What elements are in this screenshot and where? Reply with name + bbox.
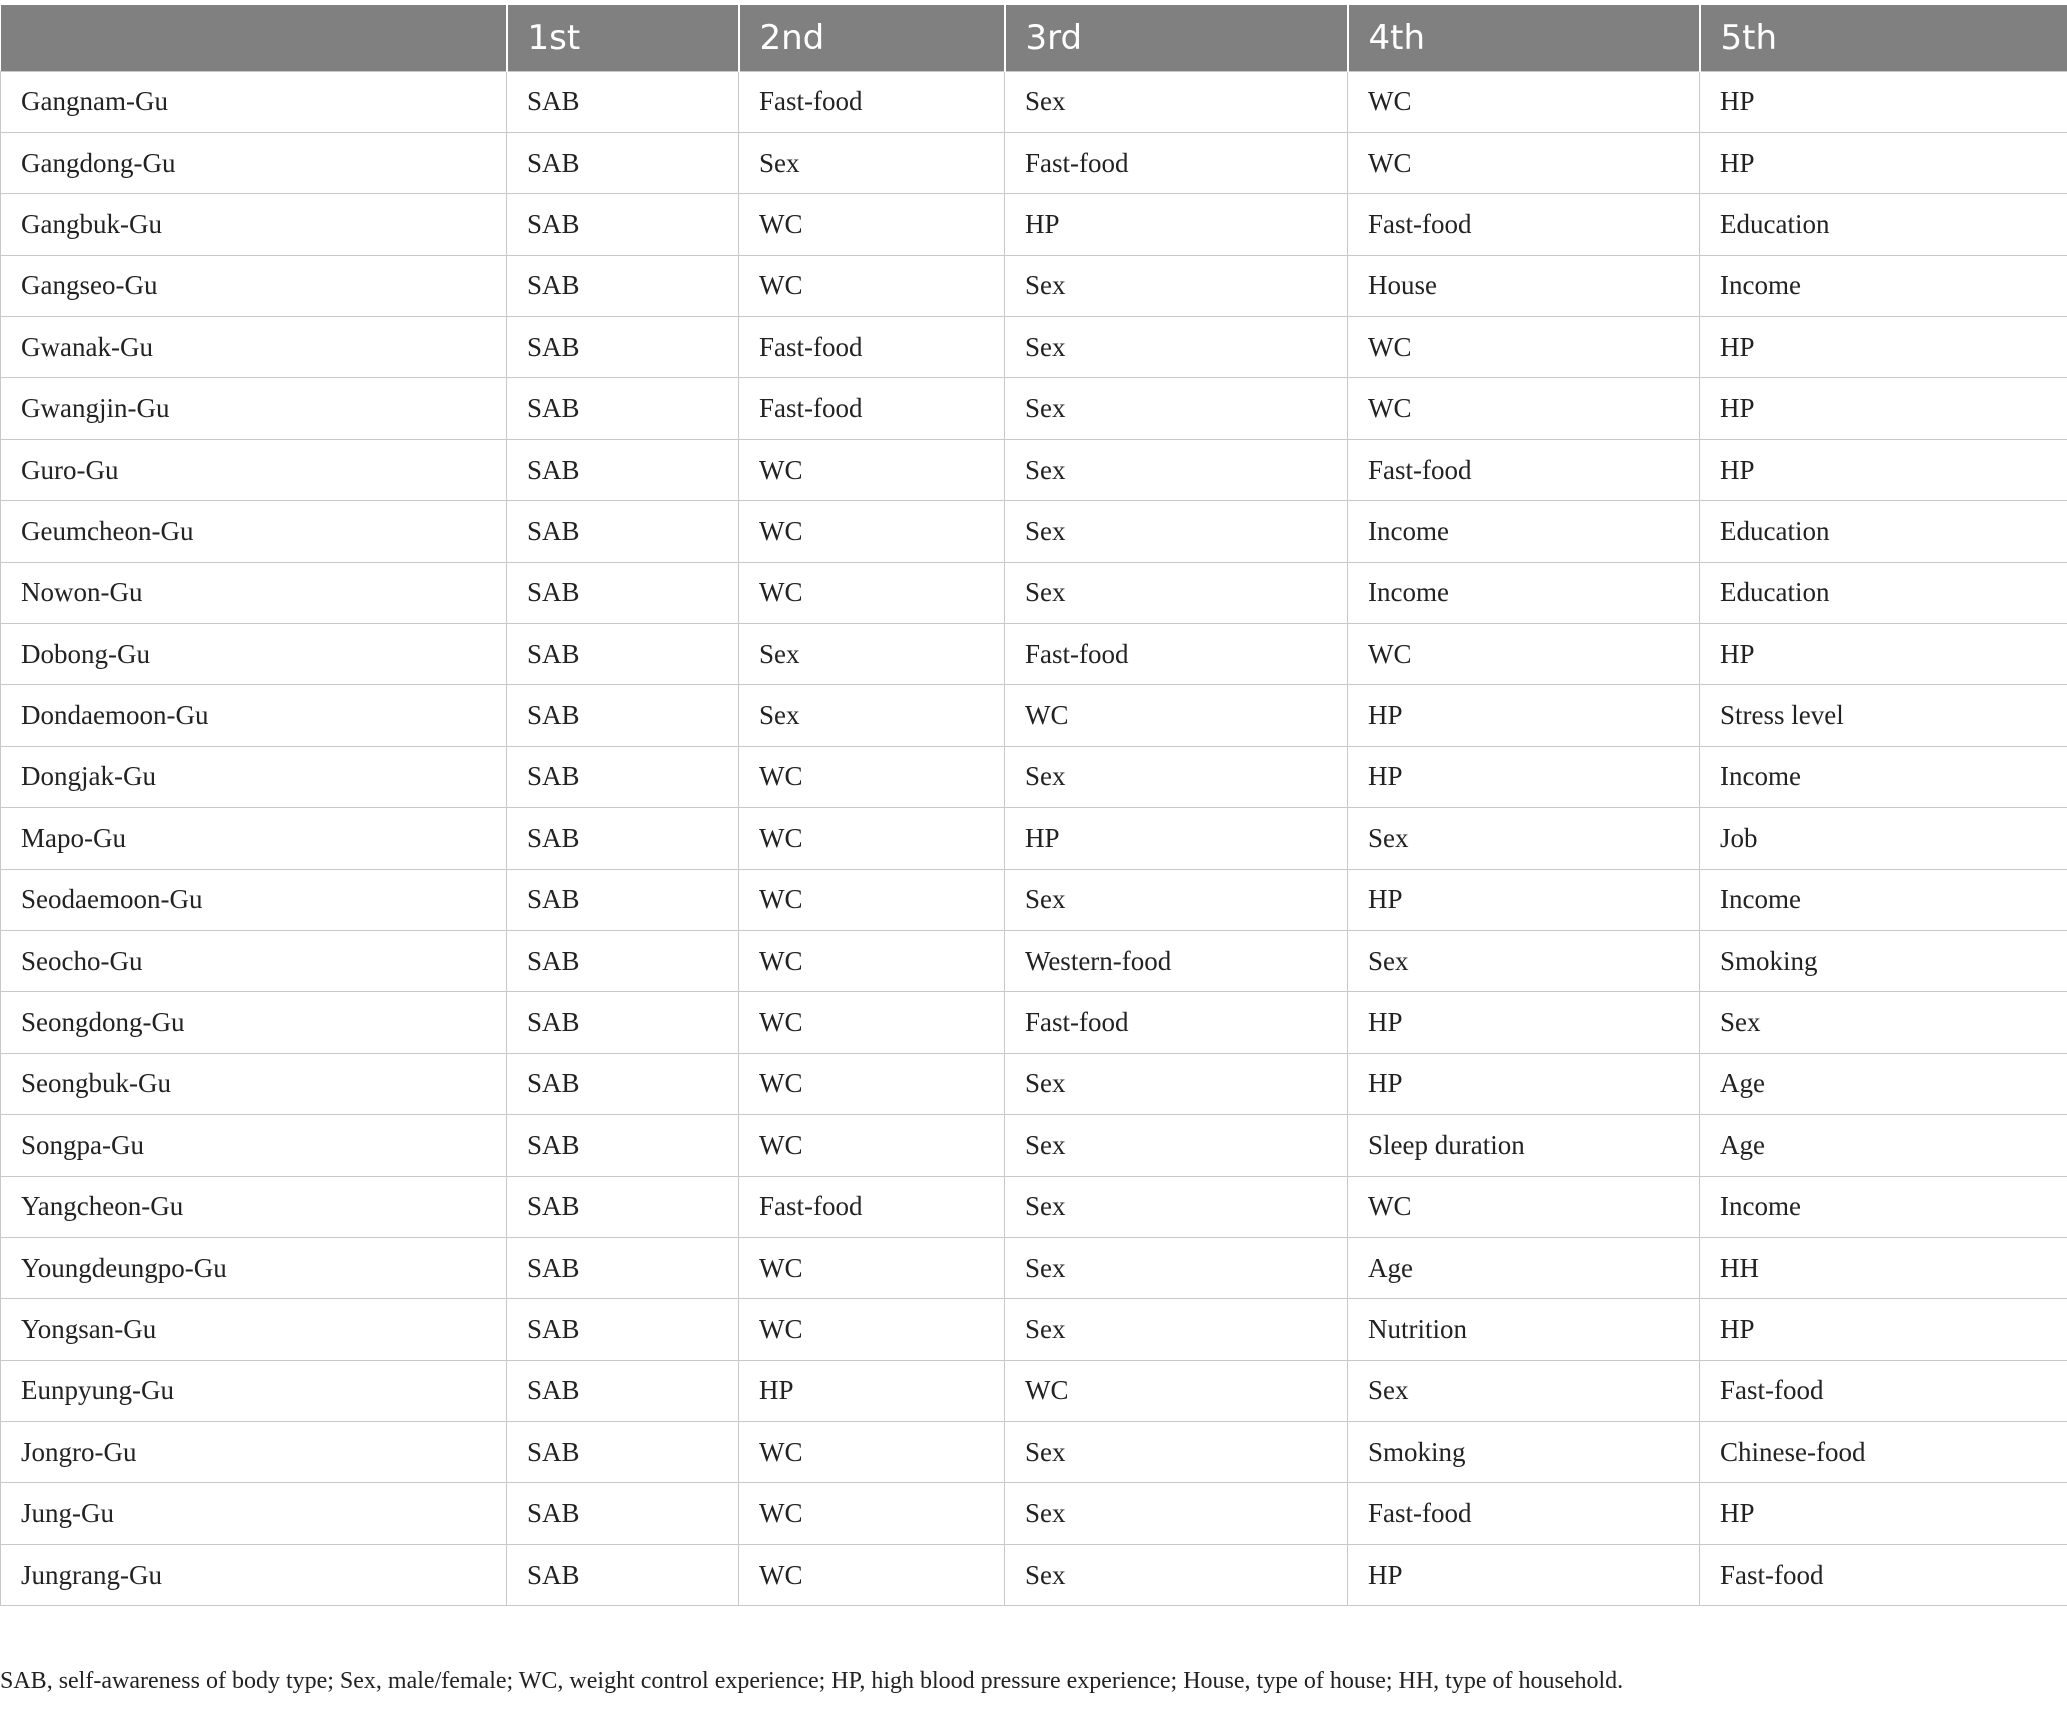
factor-cell: Fast-food <box>1348 1483 1700 1544</box>
table-row <box>1 869 2067 930</box>
table-row <box>1 1299 2067 1360</box>
district-name-cell: Seodaemoon-Gu <box>1 869 507 930</box>
table-row <box>1 685 2067 746</box>
factor-cell: WC <box>739 1053 1005 1114</box>
factor-cell: Fast-food <box>739 71 1005 132</box>
factor-cell: HP <box>1700 71 2067 132</box>
factor-cell: SAB <box>507 1422 739 1483</box>
factor-cell: Sex <box>1005 1422 1348 1483</box>
factor-cell: HP <box>1700 1299 2067 1360</box>
district-name-cell: Gangbuk-Gu <box>1 194 507 255</box>
factor-cell: HP <box>1348 1544 1700 1605</box>
factor-cell: WC <box>1348 1176 1700 1237</box>
table-row <box>1 255 2067 316</box>
factor-cell: WC <box>739 1115 1005 1176</box>
factor-cell: Sex <box>1700 992 2067 1053</box>
factor-cell: SAB <box>507 1176 739 1237</box>
factor-cell: SAB <box>507 132 739 193</box>
table-row <box>1 1483 2067 1544</box>
factor-cell: Sex <box>1005 1115 1348 1176</box>
factor-cell: HP <box>1348 992 1700 1053</box>
factor-cell: HP <box>1700 624 2067 685</box>
table-row <box>1 562 2067 623</box>
factor-cell: WC <box>739 501 1005 562</box>
table-row <box>1 1544 2067 1605</box>
factor-cell: WC <box>739 1422 1005 1483</box>
district-name-cell: Gangnam-Gu <box>1 71 507 132</box>
factor-cell: Job <box>1700 808 2067 869</box>
factor-cell: Sex <box>1005 1176 1348 1237</box>
district-name-cell: Yongsan-Gu <box>1 1299 507 1360</box>
table-row <box>1 317 2067 378</box>
district-name-cell: Dondaemoon-Gu <box>1 685 507 746</box>
factor-cell: SAB <box>507 439 739 500</box>
factor-cell: Fast-food <box>739 317 1005 378</box>
factor-cell: WC <box>739 562 1005 623</box>
table-row <box>1 132 2067 193</box>
factor-cell: WC <box>739 808 1005 869</box>
table-row <box>1 746 2067 807</box>
factor-cell: Income <box>1700 869 2067 930</box>
ranking-table-container <box>0 5 2067 1606</box>
factor-cell: Fast-food <box>739 378 1005 439</box>
factor-cell: SAB <box>507 1360 739 1421</box>
table-row <box>1 501 2067 562</box>
factor-cell: SAB <box>507 1544 739 1605</box>
factor-cell: WC <box>739 1483 1005 1544</box>
factor-cell: Sex <box>739 685 1005 746</box>
factor-cell: Fast-food <box>1005 624 1348 685</box>
factor-cell: SAB <box>507 1237 739 1298</box>
factor-cell: HP <box>1348 869 1700 930</box>
factor-cell: Fast-food <box>1348 439 1700 500</box>
factor-cell: Smoking <box>1348 1422 1700 1483</box>
district-name-cell: Gwanak-Gu <box>1 317 507 378</box>
table-body <box>1 71 2067 1606</box>
factor-cell: WC <box>1005 1360 1348 1421</box>
factor-cell: HP <box>1348 746 1700 807</box>
factor-cell: SAB <box>507 1299 739 1360</box>
factor-cell: SAB <box>507 194 739 255</box>
table-row <box>1 1237 2067 1298</box>
district-name-cell: Nowon-Gu <box>1 562 507 623</box>
district-name-cell: Seongbuk-Gu <box>1 1053 507 1114</box>
factor-cell: Sex <box>1348 808 1700 869</box>
district-name-cell: Geumcheon-Gu <box>1 501 507 562</box>
factor-cell: Sex <box>1005 746 1348 807</box>
factor-cell: SAB <box>507 685 739 746</box>
factor-cell: SAB <box>507 808 739 869</box>
factor-cell: Sex <box>1005 501 1348 562</box>
table-row <box>1 1176 2067 1237</box>
district-name-cell: Jungrang-Gu <box>1 1544 507 1605</box>
factor-cell: HP <box>1005 194 1348 255</box>
factor-cell: HH <box>1700 1237 2067 1298</box>
factor-cell: WC <box>739 992 1005 1053</box>
factor-cell: SAB <box>507 1053 739 1114</box>
district-name-cell: Gwangjin-Gu <box>1 378 507 439</box>
table-footnote: SAB, self-awareness of body type; Sex, male/female; WC, weight control experience; HP, high blood pressure experience; House, type of house; HH, type of household. <box>0 1668 1624 1694</box>
factor-cell: Sex <box>1348 930 1700 991</box>
table-row <box>1 930 2067 991</box>
factor-cell: Sex <box>739 624 1005 685</box>
factor-cell: Fast-food <box>1700 1360 2067 1421</box>
factor-cell: SAB <box>507 746 739 807</box>
table-row <box>1 439 2067 500</box>
factor-cell: WC <box>739 1237 1005 1298</box>
factor-cell: HP <box>1700 132 2067 193</box>
factor-cell: Sex <box>1005 1237 1348 1298</box>
factor-cell: Sex <box>1005 317 1348 378</box>
ranking-table <box>0 5 2067 1606</box>
district-name-cell: Guro-Gu <box>1 439 507 500</box>
district-name-cell: Jung-Gu <box>1 1483 507 1544</box>
district-name-cell: Seongdong-Gu <box>1 992 507 1053</box>
table-header <box>1 5 2067 71</box>
factor-cell: Western-food <box>1005 930 1348 991</box>
factor-cell: Sleep duration <box>1348 1115 1700 1176</box>
factor-cell: Sex <box>1005 1483 1348 1544</box>
factor-cell: Fast-food <box>1348 194 1700 255</box>
factor-cell: SAB <box>507 501 739 562</box>
table-row <box>1 624 2067 685</box>
header-cell-rank: 2nd <box>739 5 1005 71</box>
factor-cell: SAB <box>507 317 739 378</box>
factor-cell: Sex <box>1005 71 1348 132</box>
factor-cell: Sex <box>1005 562 1348 623</box>
factor-cell: Stress level <box>1700 685 2067 746</box>
factor-cell: WC <box>739 255 1005 316</box>
factor-cell: Fast-food <box>1700 1544 2067 1605</box>
table-row <box>1 992 2067 1053</box>
table-row <box>1 1422 2067 1483</box>
factor-cell: HP <box>739 1360 1005 1421</box>
factor-cell: WC <box>1348 317 1700 378</box>
factor-cell: SAB <box>507 869 739 930</box>
factor-cell: Income <box>1700 1176 2067 1237</box>
header-cell-rank: 5th <box>1700 5 2067 71</box>
factor-cell: SAB <box>507 1115 739 1176</box>
factor-cell: WC <box>739 869 1005 930</box>
table-row <box>1 1360 2067 1421</box>
factor-cell: Age <box>1700 1053 2067 1114</box>
factor-cell: WC <box>1005 685 1348 746</box>
factor-cell: Sex <box>1005 378 1348 439</box>
header-cell-rank: 3rd <box>1005 5 1348 71</box>
factor-cell: Fast-food <box>739 1176 1005 1237</box>
factor-cell: Education <box>1700 194 2067 255</box>
table-row <box>1 378 2067 439</box>
factor-cell: SAB <box>507 71 739 132</box>
factor-cell: Sex <box>1005 1053 1348 1114</box>
factor-cell: SAB <box>507 255 739 316</box>
factor-cell: Age <box>1700 1115 2067 1176</box>
factor-cell: Chinese-food <box>1700 1422 2067 1483</box>
factor-cell: Income <box>1348 501 1700 562</box>
factor-cell: Nutrition <box>1348 1299 1700 1360</box>
factor-cell: House <box>1348 255 1700 316</box>
district-name-cell: Dobong-Gu <box>1 624 507 685</box>
factor-cell: Education <box>1700 562 2067 623</box>
factor-cell: Sex <box>1005 1299 1348 1360</box>
district-name-cell: Jongro-Gu <box>1 1422 507 1483</box>
factor-cell: SAB <box>507 378 739 439</box>
factor-cell: Education <box>1700 501 2067 562</box>
factor-cell: HP <box>1700 317 2067 378</box>
district-name-cell: Gangseo-Gu <box>1 255 507 316</box>
factor-cell: SAB <box>507 1483 739 1544</box>
factor-cell: Sex <box>1005 255 1348 316</box>
district-name-cell: Songpa-Gu <box>1 1115 507 1176</box>
factor-cell: Smoking <box>1700 930 2067 991</box>
factor-cell: WC <box>739 746 1005 807</box>
factor-cell: HP <box>1700 378 2067 439</box>
factor-cell: WC <box>1348 378 1700 439</box>
factor-cell: SAB <box>507 930 739 991</box>
factor-cell: WC <box>1348 624 1700 685</box>
factor-cell: HP <box>1005 808 1348 869</box>
factor-cell: Fast-food <box>1005 132 1348 193</box>
factor-cell: Sex <box>739 132 1005 193</box>
district-name-cell: Gangdong-Gu <box>1 132 507 193</box>
factor-cell: HP <box>1348 685 1700 746</box>
factor-cell: WC <box>1348 132 1700 193</box>
factor-cell: Income <box>1700 746 2067 807</box>
header-cell-rank: 1st <box>507 5 739 71</box>
factor-cell: SAB <box>507 562 739 623</box>
table-row <box>1 1115 2067 1176</box>
factor-cell: HP <box>1700 1483 2067 1544</box>
factor-cell: Sex <box>1005 439 1348 500</box>
factor-cell: Sex <box>1005 869 1348 930</box>
district-name-cell: Youngdeungpo-Gu <box>1 1237 507 1298</box>
factor-cell: Age <box>1348 1237 1700 1298</box>
factor-cell: Sex <box>1348 1360 1700 1421</box>
factor-cell: WC <box>739 1299 1005 1360</box>
table-row <box>1 71 2067 132</box>
factor-cell: HP <box>1348 1053 1700 1114</box>
factor-cell: WC <box>739 194 1005 255</box>
factor-cell: HP <box>1700 439 2067 500</box>
factor-cell: WC <box>739 930 1005 991</box>
district-name-cell: Eunpyung-Gu <box>1 1360 507 1421</box>
table-row <box>1 194 2067 255</box>
factor-cell: WC <box>739 1544 1005 1605</box>
table-row <box>1 808 2067 869</box>
factor-cell: WC <box>1348 71 1700 132</box>
factor-cell: SAB <box>507 624 739 685</box>
header-row <box>1 5 2067 71</box>
factor-cell: Income <box>1700 255 2067 316</box>
factor-cell: WC <box>739 439 1005 500</box>
factor-cell: Income <box>1348 562 1700 623</box>
header-cell-rank: 4th <box>1348 5 1700 71</box>
factor-cell: SAB <box>507 992 739 1053</box>
header-cell-district <box>1 5 507 71</box>
district-name-cell: Mapo-Gu <box>1 808 507 869</box>
table-row <box>1 1053 2067 1114</box>
district-name-cell: Seocho-Gu <box>1 930 507 991</box>
factor-cell: Fast-food <box>1005 992 1348 1053</box>
factor-cell: Sex <box>1005 1544 1348 1605</box>
district-name-cell: Dongjak-Gu <box>1 746 507 807</box>
district-name-cell: Yangcheon-Gu <box>1 1176 507 1237</box>
